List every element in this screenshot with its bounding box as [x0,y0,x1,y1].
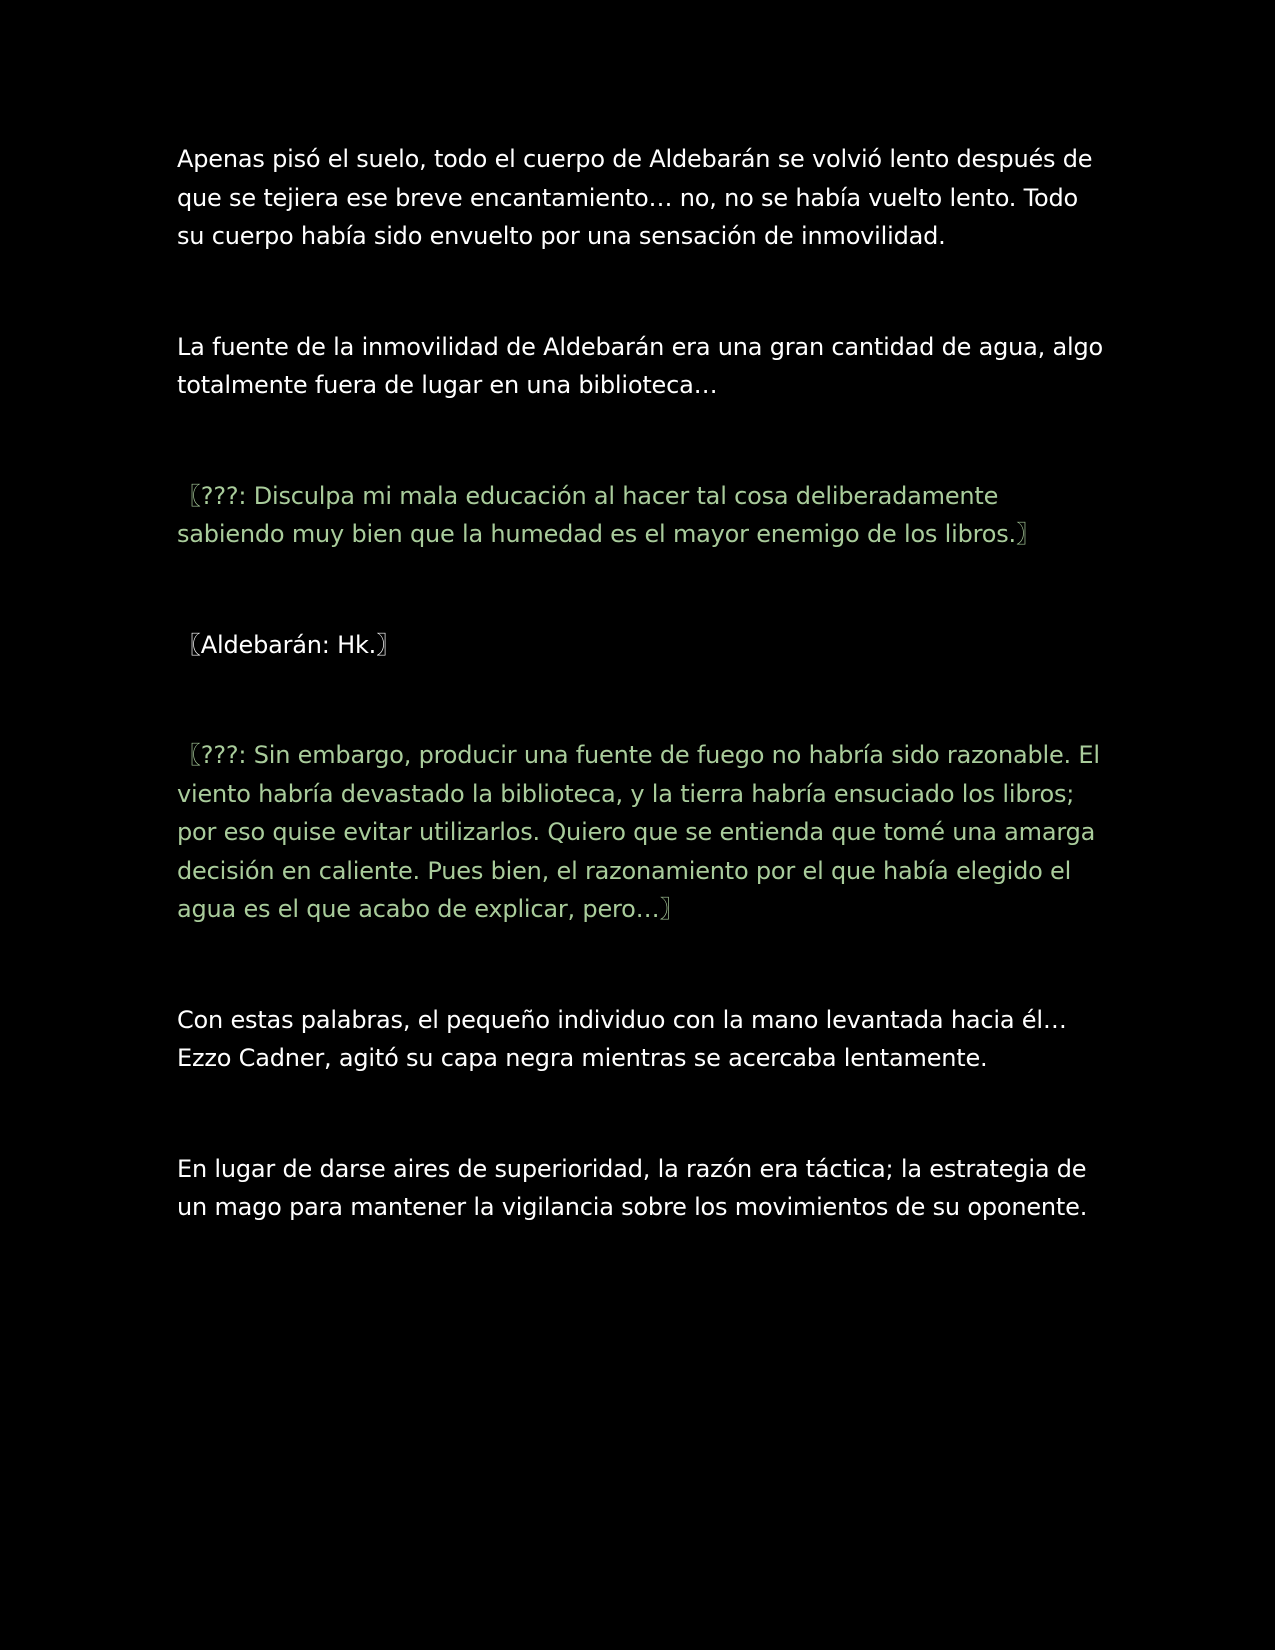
dialogue-paragraph: 〖???: Disculpa mi mala educación al hacer tal cosa deliberadamente sabiendo muy bien que la humedad es el mayor enemigo de los libros.〗 [177,481,1040,548]
dialogue-paragraph: 〖Aldebarán: Hk.〗 [177,630,400,659]
dialogue-paragraph: 〖???: Sin embargo, producir una fuente de fuego no habría sido razonable. El viento habría devastado la biblioteca, y la tierra habría ensuciado los libros; por eso quise evitar utilizarlos. Quiero que se entienda que tomé una amarga decisión en caliente. Pues bien, el razonamiento por el que había elegido el agua es el que acabo de explicar, pero…〗 [177,741,1100,923]
narration-paragraph: Apenas pisó el suelo, todo el cuerpo de Aldebarán se volvió lento después de que se tejiera ese breve encantamiento… no, no se había vuelto lento. Todo su cuerpo había sido envuelto por una sensación de inmovilidad. [177,145,1093,250]
narration-paragraph: Con estas palabras, el pequeño individuo con la mano levantada hacia él… Ezzo Cadner, agitó su capa negra mientras se acercaba lentamente. [177,1005,1067,1072]
narration-paragraph: La fuente de la inmovilidad de Aldebarán era una gran cantidad de agua, algo totalmente fuera de lugar en una biblioteca… [177,332,1104,399]
narration-paragraph: En lugar de darse aires de superioridad, la razón era táctica; la estrategia de un mago para mantener la vigilancia sobre los movimientos de su oponente. [177,1154,1088,1221]
document-page [177,140,1107,1227]
